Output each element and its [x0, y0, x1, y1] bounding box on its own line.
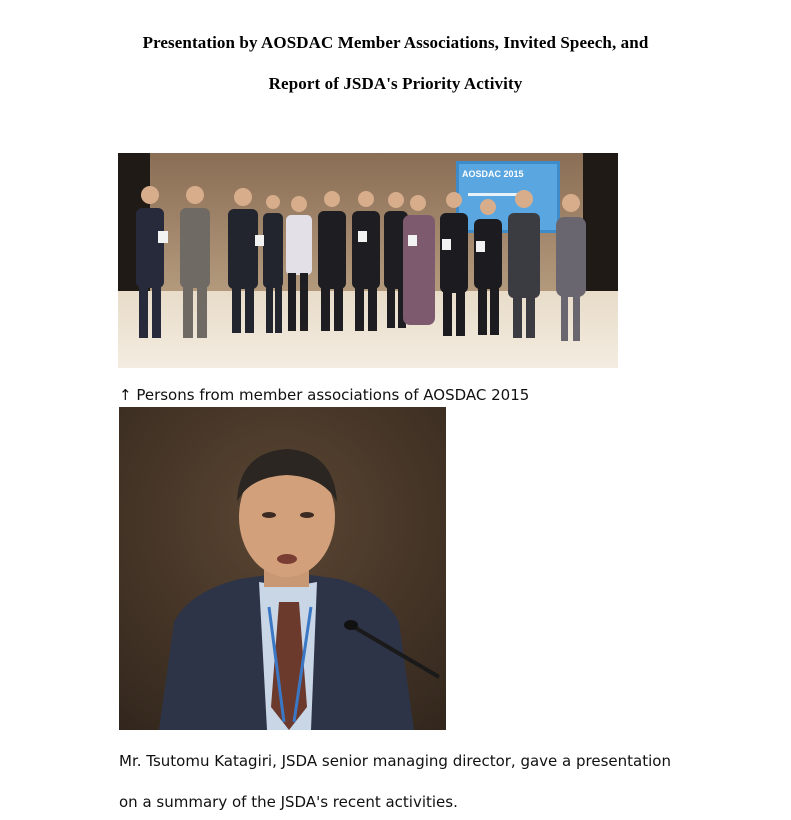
screen-text: AOSDAC 2015 — [462, 169, 524, 179]
document-title-line-2: Report of JSDA's Priority Activity — [268, 74, 523, 93]
photo-caption: ↑ Persons from member associations of AOSDAC 2015 — [119, 386, 530, 404]
document-title-line-1: Presentation by AOSDAC Member Associations, Invited Speech, and — [142, 33, 649, 52]
group-photo — [118, 153, 618, 368]
body-paragraph-line-1: Mr. Tsutomu Katagiri, JSDA senior managing director, gave a presentation — [119, 752, 671, 770]
body-paragraph-line-2: on a summary of the JSDA's recent activities. — [119, 793, 458, 811]
speaker-photo — [119, 407, 446, 730]
